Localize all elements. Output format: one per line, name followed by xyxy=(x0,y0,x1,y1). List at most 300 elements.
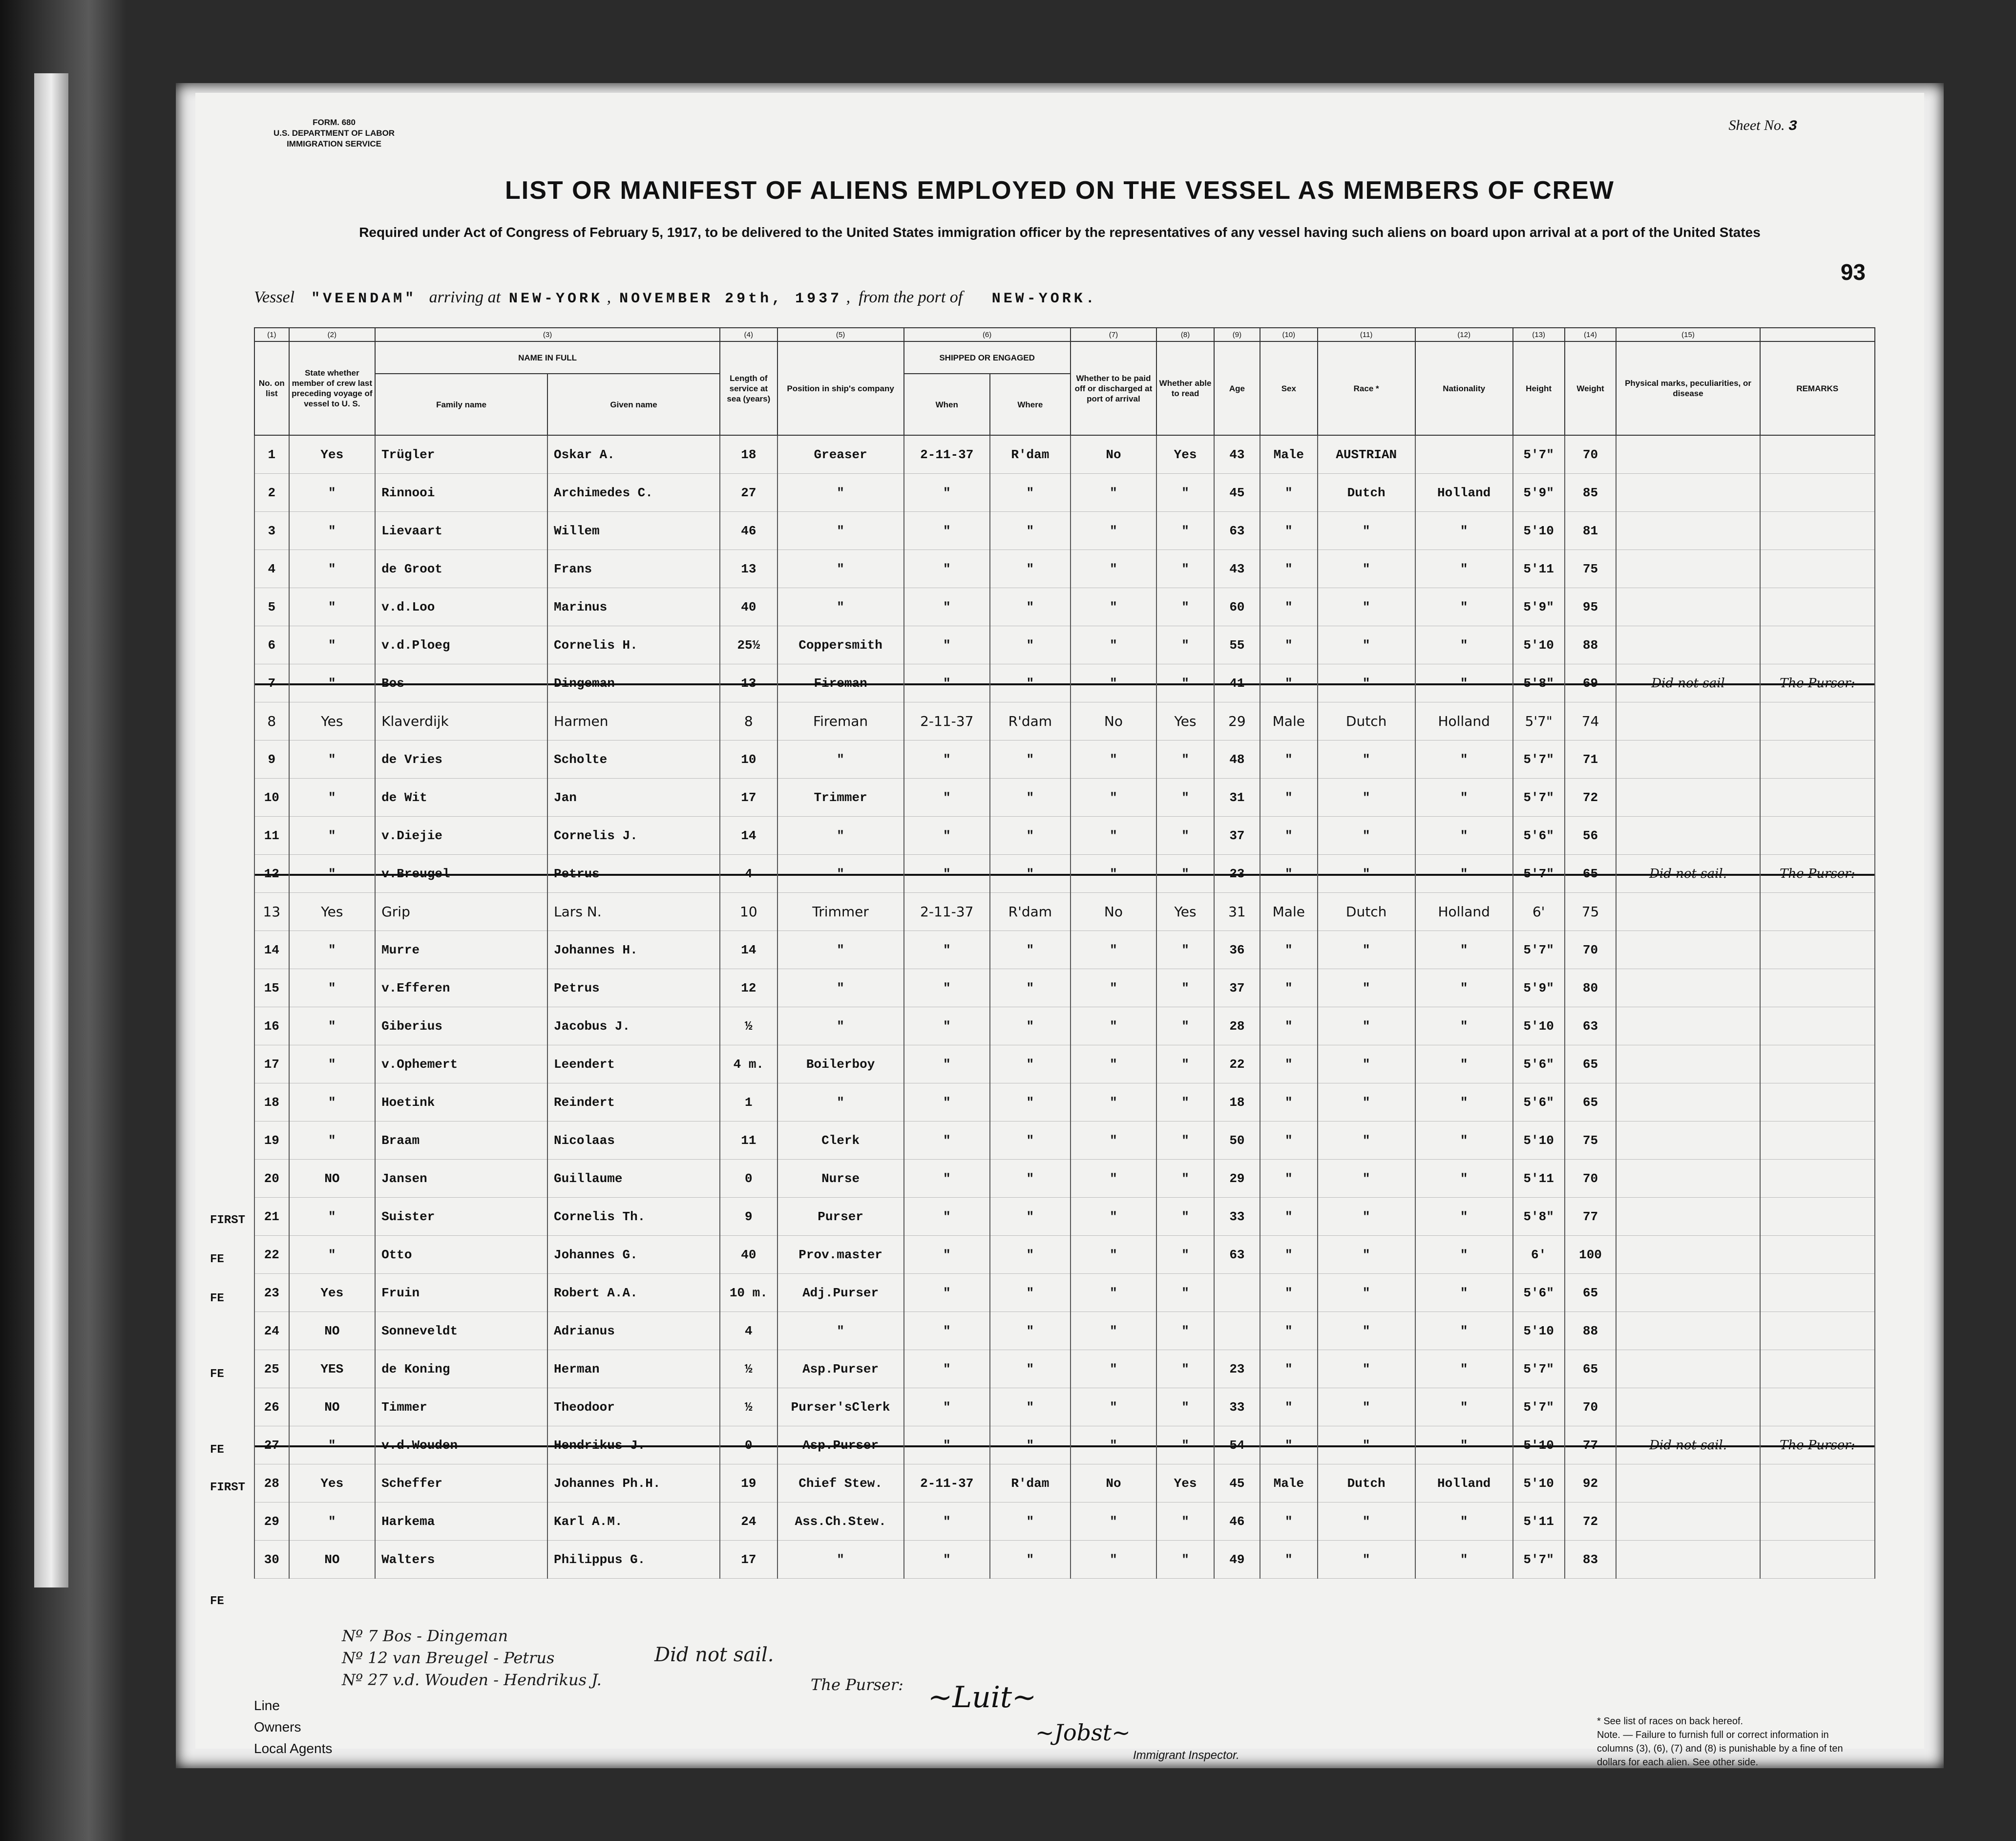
cell-sex: " xyxy=(1260,1236,1318,1274)
cell-weight: 92 xyxy=(1565,1464,1617,1502)
footer-line: Line xyxy=(254,1698,280,1713)
cell-service: 24 xyxy=(720,1502,777,1541)
cell-race: " xyxy=(1318,1502,1415,1541)
col-num: (11) xyxy=(1318,328,1415,341)
cell-sex: " xyxy=(1260,1274,1318,1312)
cell-service: 4 m. xyxy=(720,1045,777,1083)
cell-weight: 72 xyxy=(1565,1502,1617,1541)
cell-sex: " xyxy=(1260,1502,1318,1541)
cell-physical xyxy=(1616,1541,1760,1579)
table-row xyxy=(254,626,1875,664)
form-header xyxy=(273,117,395,149)
table-row xyxy=(254,1464,1875,1502)
cell-nationality: " xyxy=(1415,779,1513,817)
cell-height: 5'6" xyxy=(1513,1083,1565,1122)
cell-no: 2 xyxy=(254,474,289,512)
cell-paid-off: " xyxy=(1071,1122,1156,1160)
cell-position: Clerk xyxy=(777,1122,904,1160)
cell-nationality: " xyxy=(1415,1198,1513,1236)
cell-no: 14 xyxy=(254,931,289,969)
cell-previous-voyage: " xyxy=(289,550,375,588)
cell-physical xyxy=(1616,1464,1760,1502)
cell-where: " xyxy=(990,1160,1071,1198)
cell-nationality: " xyxy=(1415,1274,1513,1312)
cell-paid-off: " xyxy=(1071,1350,1156,1388)
cell-when: " xyxy=(904,1274,990,1312)
cell-no: 10 xyxy=(254,779,289,817)
cell-physical xyxy=(1616,1350,1760,1388)
header-paid-off: Whether to be paid off or discharged at port of arrival xyxy=(1071,341,1156,435)
cell-where: " xyxy=(990,1236,1071,1274)
col-num: (1) xyxy=(254,328,289,341)
cell-no: 9 xyxy=(254,741,289,779)
cell-no: 30 xyxy=(254,1541,289,1579)
cell-given-name: Marinus xyxy=(547,588,720,626)
cell-where: " xyxy=(990,512,1071,550)
column-number-row xyxy=(254,328,1875,341)
cell-nationality: " xyxy=(1415,817,1513,855)
cell-read: Yes xyxy=(1156,702,1214,741)
inspector-signature: ~Jobst~ xyxy=(1035,1719,1131,1746)
cell-where: " xyxy=(990,931,1071,969)
cell-position: " xyxy=(777,931,904,969)
cell-given-name: Robert A.A. xyxy=(547,1274,720,1312)
cell-height: 5'7" xyxy=(1513,741,1565,779)
cell-where: " xyxy=(990,1198,1071,1236)
cell-read: " xyxy=(1156,664,1214,702)
cell-paid-off: " xyxy=(1071,855,1156,893)
cell-when: " xyxy=(904,741,990,779)
cell-height: 5'8" xyxy=(1513,1198,1565,1236)
cell-service: 40 xyxy=(720,588,777,626)
cell-previous-voyage: NO xyxy=(289,1388,375,1426)
cell-height: 5'10 xyxy=(1513,1464,1565,1502)
cell-paid-off: " xyxy=(1071,1426,1156,1464)
cell-paid-off: " xyxy=(1071,817,1156,855)
cell-when: " xyxy=(904,1350,990,1388)
cell-service: 1 xyxy=(720,1083,777,1122)
cell-paid-off: " xyxy=(1071,1388,1156,1426)
cell-where: " xyxy=(990,588,1071,626)
cell-service: 0 xyxy=(720,1160,777,1198)
cell-family-name: Sonneveldt xyxy=(375,1312,547,1350)
cell-race: Dutch xyxy=(1318,702,1415,741)
col-num: (2) xyxy=(289,328,375,341)
cell-weight: 100 xyxy=(1565,1236,1617,1274)
table-row xyxy=(254,702,1875,741)
cell-no: 16 xyxy=(254,1007,289,1045)
cell-age: 43 xyxy=(1214,435,1260,474)
cell-race: " xyxy=(1318,1083,1415,1122)
margin-mark: FE xyxy=(210,1253,224,1266)
cell-sex: " xyxy=(1260,1541,1318,1579)
header-race: Race * xyxy=(1318,341,1415,435)
cell-when: " xyxy=(904,664,990,702)
cell-given-name: Johannes H. xyxy=(547,931,720,969)
cell-family-name: Lievaart xyxy=(375,512,547,550)
cell-age: 36 xyxy=(1214,931,1260,969)
cell-paid-off: No xyxy=(1071,702,1156,741)
cell-position: Asp.Purser xyxy=(777,1426,904,1464)
cell-read: " xyxy=(1156,626,1214,664)
cell-given-name: Theodoor xyxy=(547,1388,720,1426)
cell-nationality: " xyxy=(1415,1160,1513,1198)
cell-position: Ass.Ch.Stew. xyxy=(777,1502,904,1541)
cell-physical xyxy=(1616,1236,1760,1274)
sheet-number xyxy=(1729,117,1798,135)
cell-paid-off: No xyxy=(1071,893,1156,931)
cell-race: AUSTRIAN xyxy=(1318,435,1415,474)
cell-age: 55 xyxy=(1214,626,1260,664)
crew-table-wrap xyxy=(254,327,1875,1579)
cell-position: " xyxy=(777,1007,904,1045)
cell-position: " xyxy=(777,855,904,893)
document-title: LIST OR MANIFEST OF ALIENS EMPLOYED ON THE VESSEL AS MEMBERS OF CREW xyxy=(505,176,1615,205)
cell-physical xyxy=(1616,817,1760,855)
cell-read: " xyxy=(1156,817,1214,855)
cell-age: 22 xyxy=(1214,1045,1260,1083)
cell-where: " xyxy=(990,1541,1071,1579)
cell-nationality: " xyxy=(1415,931,1513,969)
cell-physical xyxy=(1616,588,1760,626)
cell-race: " xyxy=(1318,512,1415,550)
cell-family-name: Fruin xyxy=(375,1274,547,1312)
cell-paid-off: " xyxy=(1071,1236,1156,1274)
cell-weight: 81 xyxy=(1565,512,1617,550)
cell-position: " xyxy=(777,1541,904,1579)
cell-given-name: Johannes Ph.H. xyxy=(547,1464,720,1502)
cell-remarks xyxy=(1760,1312,1875,1350)
cell-when: " xyxy=(904,626,990,664)
cell-remarks xyxy=(1760,1274,1875,1312)
cell-nationality: " xyxy=(1415,1350,1513,1388)
cell-family-name: de Groot xyxy=(375,550,547,588)
cell-weight: 95 xyxy=(1565,588,1617,626)
cell-service: 14 xyxy=(720,817,777,855)
cell-age xyxy=(1214,1274,1260,1312)
cell-sex: " xyxy=(1260,1007,1318,1045)
cell-weight: 72 xyxy=(1565,779,1617,817)
cell-where: " xyxy=(990,969,1071,1007)
binder-edge xyxy=(0,0,127,1841)
table-row xyxy=(254,741,1875,779)
cell-position: Chief Stew. xyxy=(777,1464,904,1502)
cell-age: 23 xyxy=(1214,1350,1260,1388)
cell-previous-voyage: " xyxy=(289,512,375,550)
cell-when: " xyxy=(904,1502,990,1541)
header-where: Where xyxy=(990,374,1071,435)
cell-weight: 83 xyxy=(1565,1541,1617,1579)
cell-sex: " xyxy=(1260,1083,1318,1122)
cell-service: 12 xyxy=(720,969,777,1007)
cell-height: 5'6" xyxy=(1513,1045,1565,1083)
cell-sex: " xyxy=(1260,741,1318,779)
cell-given-name: Karl A.M. xyxy=(547,1502,720,1541)
header-length-service: Length of service at sea (years) xyxy=(720,341,777,435)
cell-nationality: Holland xyxy=(1415,1464,1513,1502)
header-row-1 xyxy=(254,341,1875,374)
cell-remarks xyxy=(1760,1122,1875,1160)
cell-nationality: " xyxy=(1415,1426,1513,1464)
cell-nationality: Holland xyxy=(1415,893,1513,931)
cell-service: 0 xyxy=(720,1426,777,1464)
cell-race: " xyxy=(1318,1007,1415,1045)
cell-read: " xyxy=(1156,1426,1214,1464)
cell-given-name: Lars N. xyxy=(547,893,720,931)
cell-sex: " xyxy=(1260,931,1318,969)
header-no-on-list: No. on list xyxy=(254,341,289,435)
cell-no: 13 xyxy=(254,893,289,931)
cell-weight: 75 xyxy=(1565,1122,1617,1160)
cell-given-name: Frans xyxy=(547,550,720,588)
cell-weight: 71 xyxy=(1565,741,1617,779)
table-row xyxy=(254,1541,1875,1579)
cell-position: " xyxy=(777,969,904,1007)
cell-paid-off: " xyxy=(1071,779,1156,817)
cell-nationality: " xyxy=(1415,855,1513,893)
cell-when: " xyxy=(904,969,990,1007)
cell-remarks xyxy=(1760,1388,1875,1426)
cell-where: " xyxy=(990,1045,1071,1083)
margin-mark: FIRST xyxy=(210,1214,246,1227)
cell-service: ½ xyxy=(720,1007,777,1045)
cell-physical xyxy=(1616,1198,1760,1236)
sheet-label: Sheet No. xyxy=(1728,117,1785,133)
cell-previous-voyage: Yes xyxy=(289,435,375,474)
cell-given-name: Leendert xyxy=(547,1045,720,1083)
cell-when: " xyxy=(904,1007,990,1045)
cell-position: Boilerboy xyxy=(777,1045,904,1083)
cell-family-name: Otto xyxy=(375,1236,547,1274)
cell-paid-off: " xyxy=(1071,1007,1156,1045)
cell-physical xyxy=(1616,1388,1760,1426)
cell-previous-voyage: " xyxy=(289,779,375,817)
cell-previous-voyage: " xyxy=(289,969,375,1007)
cell-weight: 56 xyxy=(1565,817,1617,855)
cell-sex: " xyxy=(1260,1198,1318,1236)
cell-race: " xyxy=(1318,931,1415,969)
table-row xyxy=(254,1350,1875,1388)
cell-previous-voyage: " xyxy=(289,1122,375,1160)
manifest-page xyxy=(176,83,1944,1768)
cell-weight: 75 xyxy=(1565,893,1617,931)
cell-race: Dutch xyxy=(1318,1464,1415,1502)
cell-paid-off: " xyxy=(1071,550,1156,588)
handwritten-did-not-sail: Did not sail. xyxy=(654,1644,774,1666)
cell-sex: " xyxy=(1260,1426,1318,1464)
cell-read: " xyxy=(1156,1274,1214,1312)
cell-remarks: The Purser: xyxy=(1760,664,1875,702)
table-row xyxy=(254,1388,1875,1426)
cell-remarks xyxy=(1760,588,1875,626)
cell-weight: 63 xyxy=(1565,1007,1617,1045)
cell-read: " xyxy=(1156,1045,1214,1083)
cell-service: 46 xyxy=(720,512,777,550)
cell-position: " xyxy=(777,474,904,512)
cell-position: " xyxy=(777,1312,904,1350)
cell-where: " xyxy=(990,550,1071,588)
header-when: When xyxy=(904,374,990,435)
cell-where: " xyxy=(990,741,1071,779)
cell-nationality: " xyxy=(1415,1122,1513,1160)
cell-family-name: v.d.Ploeg xyxy=(375,626,547,664)
cell-race: " xyxy=(1318,1236,1415,1274)
cell-previous-voyage: NO xyxy=(289,1160,375,1198)
cell-no: 28 xyxy=(254,1464,289,1502)
cell-nationality: " xyxy=(1415,1541,1513,1579)
cell-weight: 77 xyxy=(1565,1426,1617,1464)
cell-family-name: v.d.Wouden xyxy=(375,1426,547,1464)
cell-height: 5'11 xyxy=(1513,1502,1565,1541)
cell-previous-voyage: " xyxy=(289,474,375,512)
cell-weight: 70 xyxy=(1565,1388,1617,1426)
table-row xyxy=(254,817,1875,855)
col-num: (3) xyxy=(375,328,720,341)
cell-previous-voyage: NO xyxy=(289,1312,375,1350)
cell-remarks xyxy=(1760,1160,1875,1198)
cell-where: " xyxy=(990,1388,1071,1426)
cell-height: 5'10 xyxy=(1513,1007,1565,1045)
cell-when: " xyxy=(904,817,990,855)
cell-sex: Male xyxy=(1260,435,1318,474)
cell-physical xyxy=(1616,1312,1760,1350)
cell-service: 40 xyxy=(720,1236,777,1274)
cell-sex: " xyxy=(1260,512,1318,550)
cell-no: 12 xyxy=(254,855,289,893)
cell-read: " xyxy=(1156,1312,1214,1350)
cell-no: 8 xyxy=(254,702,289,741)
cell-read: Yes xyxy=(1156,435,1214,474)
cell-height: 5'9" xyxy=(1513,474,1565,512)
cell-given-name: Jacobus J. xyxy=(547,1007,720,1045)
cell-weight: 65 xyxy=(1565,1083,1617,1122)
handwritten-purser: The Purser: xyxy=(811,1675,903,1694)
cell-sex: " xyxy=(1260,1312,1318,1350)
cell-age: 43 xyxy=(1214,550,1260,588)
cell-read: " xyxy=(1156,1541,1214,1579)
cell-paid-off: " xyxy=(1071,626,1156,664)
cell-where: R'dam xyxy=(990,1464,1071,1502)
cell-position: Asp.Purser xyxy=(777,1350,904,1388)
cell-no: 7 xyxy=(254,664,289,702)
table-row xyxy=(254,1312,1875,1350)
cell-family-name: Rinnooi xyxy=(375,474,547,512)
cell-paid-off: " xyxy=(1071,588,1156,626)
cell-previous-voyage: " xyxy=(289,1045,375,1083)
cell-nationality: " xyxy=(1415,969,1513,1007)
cell-sex: " xyxy=(1260,474,1318,512)
cell-height: 5'10 xyxy=(1513,1122,1565,1160)
table-row xyxy=(254,779,1875,817)
cell-read: " xyxy=(1156,741,1214,779)
cell-given-name: Adrianus xyxy=(547,1312,720,1350)
cell-physical xyxy=(1616,779,1760,817)
cell-race: " xyxy=(1318,1541,1415,1579)
cell-previous-voyage: " xyxy=(289,1198,375,1236)
vessel-label: Vessel xyxy=(254,288,295,306)
cell-family-name: v.Diejie xyxy=(375,817,547,855)
cell-race: " xyxy=(1318,1312,1415,1350)
cell-read: " xyxy=(1156,1236,1214,1274)
cell-height: 5'7" xyxy=(1513,1350,1565,1388)
cell-age: 31 xyxy=(1214,779,1260,817)
cell-nationality: Holland xyxy=(1415,474,1513,512)
cell-where: " xyxy=(990,1426,1071,1464)
cell-family-name: v.Ophemert xyxy=(375,1045,547,1083)
cell-sex: " xyxy=(1260,817,1318,855)
table-row xyxy=(254,512,1875,550)
cell-height: 5'9" xyxy=(1513,969,1565,1007)
cell-position: Trimmer xyxy=(777,893,904,931)
cell-physical: Did not sail xyxy=(1616,664,1760,702)
cell-race: " xyxy=(1318,664,1415,702)
cell-no: 22 xyxy=(254,1236,289,1274)
header-name-in-full: NAME IN FULL xyxy=(375,341,720,374)
cell-position: Purser xyxy=(777,1198,904,1236)
cell-read: " xyxy=(1156,512,1214,550)
cell-physical xyxy=(1616,1122,1760,1160)
cell-when: " xyxy=(904,1045,990,1083)
cell-previous-voyage: NO xyxy=(289,1541,375,1579)
cell-where: R'dam xyxy=(990,893,1071,931)
cell-remarks xyxy=(1760,817,1875,855)
cell-where: " xyxy=(990,664,1071,702)
footer-note xyxy=(1597,1714,1851,1769)
table-row xyxy=(254,1122,1875,1160)
cell-height: 5'7" xyxy=(1513,1541,1565,1579)
col-num: (7) xyxy=(1071,328,1156,341)
cell-age: 50 xyxy=(1214,1122,1260,1160)
cell-family-name: v.d.Loo xyxy=(375,588,547,626)
purser-signature: ~Luit~ xyxy=(928,1680,1037,1714)
cell-physical xyxy=(1616,626,1760,664)
cell-weight: 65 xyxy=(1565,1045,1617,1083)
cell-age: 63 xyxy=(1214,512,1260,550)
header-given-name: Given name xyxy=(547,374,720,435)
cell-remarks xyxy=(1760,1045,1875,1083)
cell-sex: Male xyxy=(1260,893,1318,931)
cell-given-name: Willem xyxy=(547,512,720,550)
cell-no: 6 xyxy=(254,626,289,664)
crew-table xyxy=(254,327,1875,1579)
cell-age: 23 xyxy=(1214,855,1260,893)
col-num: (4) xyxy=(720,328,777,341)
margin-mark: FE xyxy=(210,1443,224,1457)
cell-nationality: " xyxy=(1415,1045,1513,1083)
table-row xyxy=(254,1083,1875,1122)
cell-no: 26 xyxy=(254,1388,289,1426)
margin-mark: FIRST xyxy=(210,1481,246,1494)
cell-race: Dutch xyxy=(1318,893,1415,931)
cell-previous-voyage: " xyxy=(289,664,375,702)
cell-read: Yes xyxy=(1156,1464,1214,1502)
col-num: (6) xyxy=(904,328,1071,341)
cell-age: 41 xyxy=(1214,664,1260,702)
cell-family-name: Suister xyxy=(375,1198,547,1236)
header-family-name: Family name xyxy=(375,374,547,435)
cell-paid-off: " xyxy=(1071,741,1156,779)
cell-no: 29 xyxy=(254,1502,289,1541)
cell-no: 4 xyxy=(254,550,289,588)
cell-age: 28 xyxy=(1214,1007,1260,1045)
cell-service: 4 xyxy=(720,1312,777,1350)
arriving-label: arriving at xyxy=(429,288,501,306)
cell-no: 11 xyxy=(254,817,289,855)
cell-previous-voyage: " xyxy=(289,1007,375,1045)
cell-service: 25½ xyxy=(720,626,777,664)
cell-given-name: Cornelis Th. xyxy=(547,1198,720,1236)
table-row xyxy=(254,1160,1875,1198)
